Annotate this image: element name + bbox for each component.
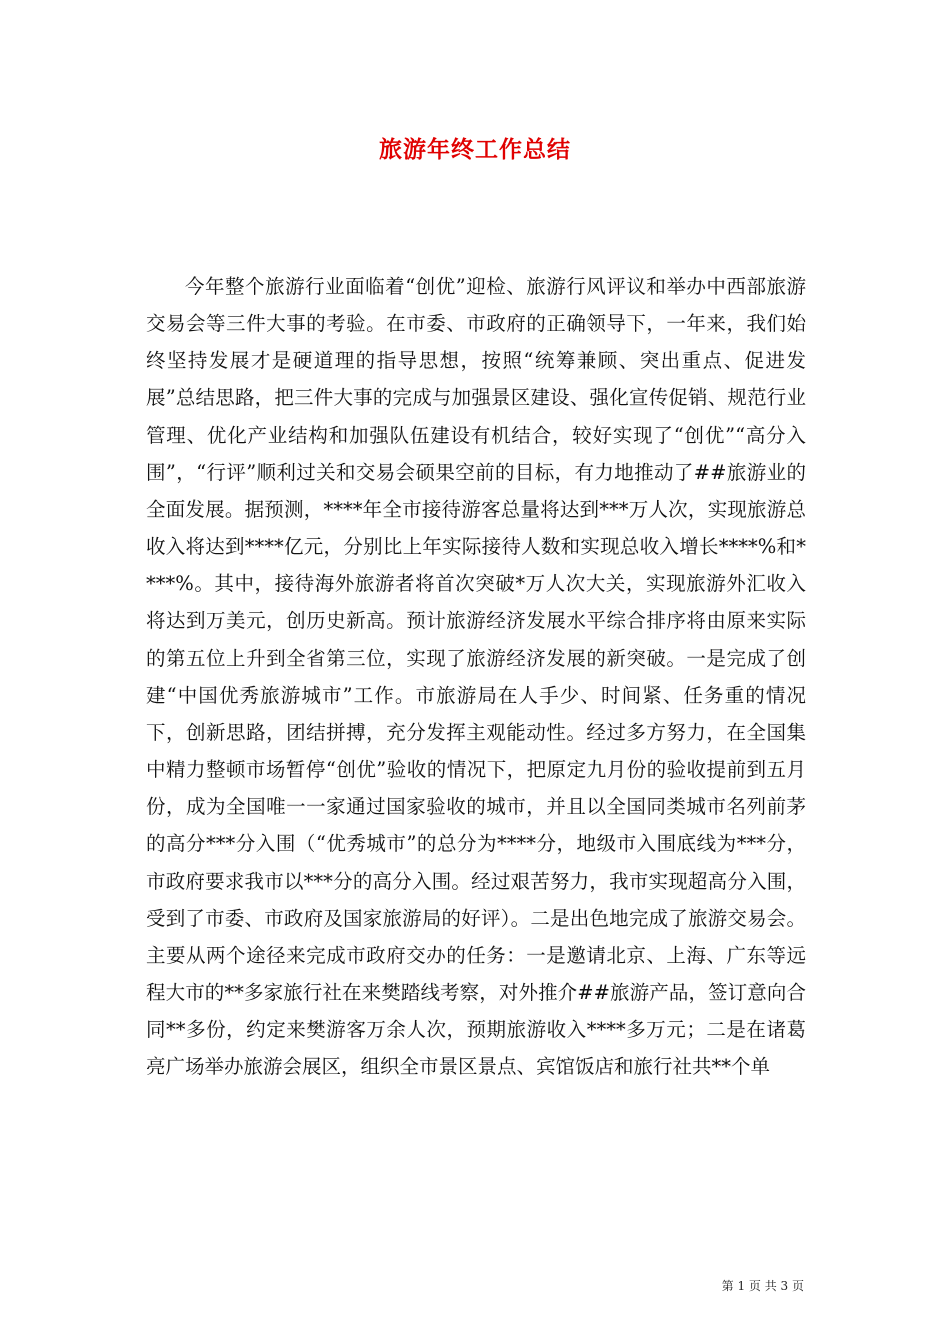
page-number: 第 1 页 共 3 页 xyxy=(721,1279,804,1293)
body-paragraph: 今年整个旅游行业面临着“创优”迎检、旅游行风评议和举办中西部旅游交易会等三件大事的考验。在市委、市政府的正确领导下，一年来，我们始终坚持发展才是硬道理的指导思想，按照“统筹兼顾、突出重点、促进发展”总结思路，把三件大事的完成与加强景区建设、强化宣传促销、规范行业管理、优化产业结构和加强队伍建设有机结合，较好实现了“创优”“高分入围”，“行评”顺利过关和交易会硕果空前的目标，有力地推动了##旅游业的全面发展。据预测，****年全市接待游客总量将达到***万人次，实现旅游总收入将达到****亿元，分别比上年实际接待人数和实现总收入增长****%和****%。其中，接待海外旅游者将首次突破*万人次大关，实现旅游外汇收入将达到万美元，创历史新高。预计旅游经济发展水平综合排序将由原来实际的第五位上升到全省第三位，实现了旅游经济发展的新突破。一是完成了创建“中国优秀旅游城市”工作。市旅游局在人手少、时间紧、任务重的情况下，创新思路，团结拼搏，充分发挥主观能动性。经过多方努力，在全国集中精力整顿市场暂停“创优”验收的情况下，把原定九月份的验收提前到五月份，成为全国唯一一家通过国家验收的城市，并且以全国同类城市名列前茅的高分***分入围（“优秀城市”的总分为****分，地级市入围底线为***分，市政府要求我市以***分的高分入围。经过艰苦努力，我市实现超高分入围，受到了市委、市政府及国家旅游局的好评）。二是出色地完成了旅游交易会。主要从两个途径来完成市政府交办的任务：一是邀请北京、上海、广东等远程大市的**多家旅行社在来樊踏线考察，对外推介##旅游产品，签订意向合同**多份，约定来樊游客万余人次，预期旅游收入****多万元；二是在诸葛亮广场举办旅游会展区，组织全市景区景点、宾馆饭店和旅行社共**个单 xyxy=(146,275,806,1079)
document-title: 旅游年终工作总结 xyxy=(379,136,571,163)
